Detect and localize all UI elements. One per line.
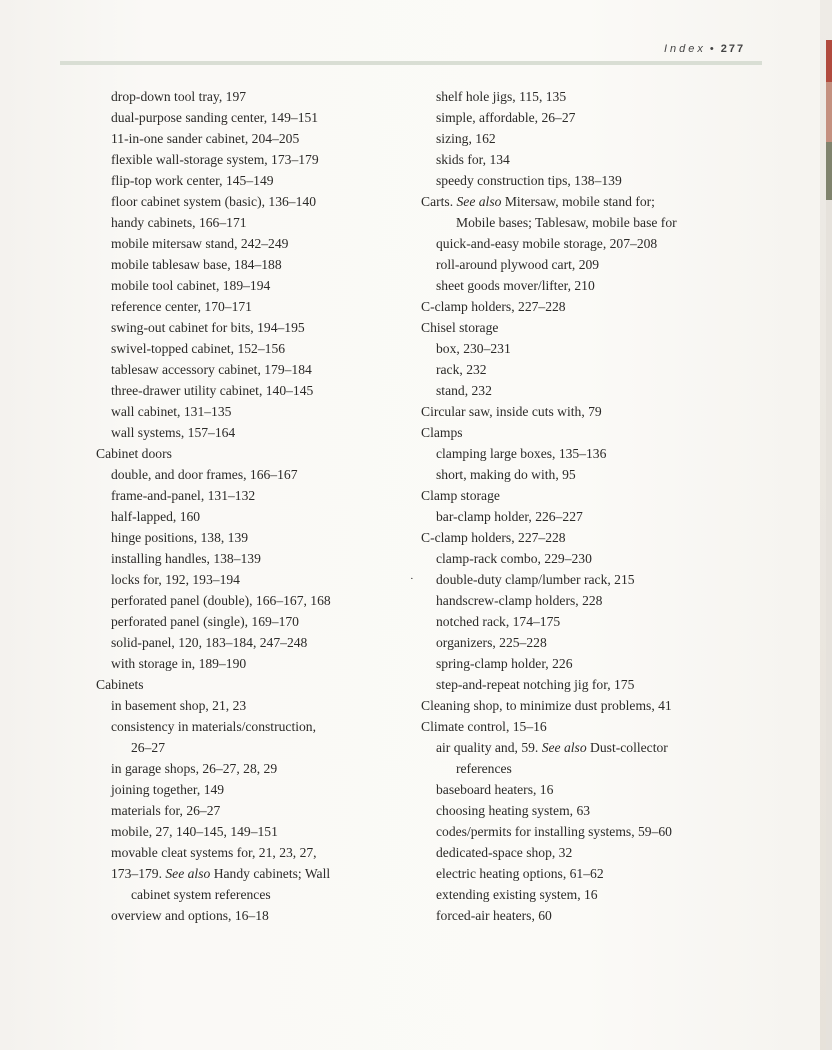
entry-text: quick-and-easy mobile storage, 207–208	[436, 236, 658, 251]
entry-text: wall systems, 157–164	[111, 425, 236, 440]
index-subentry	[421, 842, 741, 863]
edge-tab-gray	[826, 200, 832, 1050]
index-heading	[96, 443, 426, 464]
index-subentry	[96, 338, 426, 359]
index-subentry	[421, 443, 741, 464]
entry-text: with storage in, 189–190	[111, 656, 247, 671]
entry-text: swing-out cabinet for bits, 194–195	[111, 320, 305, 335]
index-subentry	[96, 758, 426, 779]
index-subentry	[96, 653, 426, 674]
index-subentry	[421, 632, 741, 653]
entry-text: references	[456, 761, 512, 776]
index-column-right	[410, 86, 741, 926]
entry-text: hinge positions, 138, 139	[111, 530, 249, 545]
index-subentry	[96, 212, 426, 233]
index-subentry	[96, 170, 426, 191]
entry-text: handscrew-clamp holders, 228	[436, 593, 603, 608]
index-subentry	[421, 464, 741, 485]
entry-text: notched rack, 174–175	[436, 614, 561, 629]
index-subentry	[96, 905, 426, 926]
entry-text: 11-in-one sander cabinet, 204–205	[111, 131, 300, 146]
entry-text: forced-air heaters, 60	[436, 908, 552, 923]
entry-text: baseboard heaters, 16	[436, 782, 554, 797]
entry-text: three-drawer utility cabinet, 140–145	[111, 383, 314, 398]
index-subentry	[96, 296, 426, 317]
entry-text: perforated panel (single), 169–170	[111, 614, 299, 629]
see-also-target: Dust-collector	[586, 740, 668, 755]
index-subentry	[421, 863, 741, 884]
entry-text: spring-clamp holder, 226	[436, 656, 573, 671]
entry-text: half-lapped, 160	[111, 509, 201, 524]
index-subentry	[421, 170, 741, 191]
entry-text: C-clamp holders, 227–228	[421, 530, 566, 545]
index-subentry	[96, 149, 426, 170]
index-subentry	[421, 821, 741, 842]
index-heading	[421, 191, 741, 212]
entry-text: sizing, 162	[436, 131, 496, 146]
index-heading	[421, 716, 741, 737]
entry-text: stand, 232	[436, 383, 492, 398]
index-subentry	[96, 317, 426, 338]
index-subentry	[421, 905, 741, 926]
entry-text: in basement shop, 21, 23	[111, 698, 247, 713]
edge-tab-green	[826, 142, 832, 200]
entry-text: reference center, 170–171	[111, 299, 252, 314]
entry-text: clamping large boxes, 135–136	[436, 446, 607, 461]
index-subentry	[96, 716, 426, 737]
index-subentry	[421, 254, 741, 275]
page-number: 277	[720, 43, 746, 55]
entry-text: in garage shops, 26–27, 28, 29	[111, 761, 278, 776]
entry-text: 173–179.	[111, 866, 166, 881]
index-subentry	[96, 527, 426, 548]
index-heading	[421, 485, 741, 506]
entry-text: movable cleat systems for, 21, 23, 27,	[111, 845, 317, 860]
index-continuation	[421, 212, 741, 233]
entry-text: Cabinet doors	[96, 446, 172, 461]
entry-text: Clamp storage	[421, 488, 500, 503]
index-continuation	[96, 884, 426, 905]
index-heading	[421, 695, 741, 716]
entry-text: installing handles, 138–139	[111, 551, 261, 566]
entry-text: Mobile bases; Tablesaw, mobile base for	[456, 215, 677, 230]
index-subentry	[96, 275, 426, 296]
index-subentry	[421, 128, 741, 149]
index-subentry	[421, 86, 741, 107]
index-subentry	[421, 380, 741, 401]
entry-text: Clamps	[421, 425, 463, 440]
index-subentry	[421, 107, 741, 128]
header-separator: •	[709, 43, 717, 55]
entry-text: joining together, 149	[111, 782, 225, 797]
entry-text: perforated panel (double), 166–167, 168	[111, 593, 331, 608]
index-subentry	[96, 191, 426, 212]
index-subentry	[421, 233, 741, 254]
index-heading	[421, 422, 741, 443]
index-subentry	[96, 611, 426, 632]
entry-text: short, making do with, 95	[436, 467, 576, 482]
entry-text: Cleaning shop, to minimize dust problems, 41	[421, 698, 672, 713]
entry-text: consistency in materials/construction,	[111, 719, 316, 734]
section-title: Index	[664, 43, 706, 55]
index-subentry	[96, 569, 426, 590]
entry-text: clamp-rack combo, 229–230	[436, 551, 592, 566]
index-subentry	[421, 653, 741, 674]
index-subentry	[96, 128, 426, 149]
index-subentry	[96, 506, 426, 527]
entry-text: organizers, 225–228	[436, 635, 547, 650]
edge-tab-mauve	[826, 82, 832, 142]
entry-text: locks for, 192, 193–194	[111, 572, 240, 587]
entry-text: cabinet system references	[131, 887, 271, 902]
index-subentry	[96, 800, 426, 821]
entry-text: tablesaw accessory cabinet, 179–184	[111, 362, 312, 377]
see-also-label: See also	[165, 866, 211, 881]
running-head	[664, 43, 745, 55]
index-subentry	[421, 779, 741, 800]
entry-text: handy cabinets, 166–171	[111, 215, 247, 230]
index-subentry	[421, 884, 741, 905]
entry-text: dedicated-space shop, 32	[436, 845, 573, 860]
entry-text: double-duty clamp/lumber rack, 215	[436, 572, 635, 587]
index-subentry	[421, 590, 741, 611]
index-heading	[421, 401, 741, 422]
index-heading	[421, 296, 741, 317]
index-subentry	[96, 380, 426, 401]
entry-text: skids for, 134	[436, 152, 510, 167]
entry-text: drop-down tool tray, 197	[111, 89, 247, 104]
entry-text: mobile, 27, 140–145, 149–151	[111, 824, 278, 839]
entry-text: dual-purpose sanding center, 149–151	[111, 110, 319, 125]
entry-text: mobile tool cabinet, 189–194	[111, 278, 271, 293]
index-subentry	[96, 548, 426, 569]
see-also-label: See also	[541, 740, 587, 755]
index-subentry	[96, 464, 426, 485]
entry-text: wall cabinet, 131–135	[111, 404, 232, 419]
index-subentry	[96, 863, 426, 884]
see-also-target: Handy cabinets; Wall	[210, 866, 331, 881]
entry-text: sheet goods mover/lifter, 210	[436, 278, 595, 293]
entry-text: extending existing system, 16	[436, 887, 598, 902]
index-subentry	[421, 506, 741, 527]
margin-mark: ·	[410, 573, 414, 585]
entry-text: speedy construction tips, 138–139	[436, 173, 622, 188]
index-subentry	[96, 485, 426, 506]
index-heading	[421, 527, 741, 548]
index-subentry	[421, 674, 741, 695]
entry-text: Climate control, 15–16	[421, 719, 547, 734]
entry-text: air quality and, 59.	[436, 740, 542, 755]
entry-text: box, 230–231	[436, 341, 511, 356]
entry-text: overview and options, 16–18	[111, 908, 269, 923]
see-also-target: Mitersaw, mobile stand for;	[501, 194, 655, 209]
index-subentry	[421, 275, 741, 296]
index-heading	[96, 674, 426, 695]
index-subentry	[96, 359, 426, 380]
entry-text: solid-panel, 120, 183–184, 247–248	[111, 635, 308, 650]
entry-text: roll-around plywood cart, 209	[436, 257, 600, 272]
index-subentry	[96, 422, 426, 443]
entry-text: flip-top work center, 145–149	[111, 173, 274, 188]
entry-text: shelf hole jigs, 115, 135	[436, 89, 567, 104]
entry-text: mobile tablesaw base, 184–188	[111, 257, 282, 272]
entry-text: floor cabinet system (basic), 136–140	[111, 194, 316, 209]
entry-text: frame-and-panel, 131–132	[111, 488, 256, 503]
index-subentry	[96, 107, 426, 128]
index-subentry	[96, 821, 426, 842]
index-heading	[421, 317, 741, 338]
entry-text: electric heating options, 61–62	[436, 866, 604, 881]
index-subentry	[96, 779, 426, 800]
entry-text: flexible wall-storage system, 173–179	[111, 152, 319, 167]
entry-text: codes/permits for installing systems, 59–60	[436, 824, 672, 839]
index-continuation	[421, 758, 741, 779]
index-subentry	[96, 254, 426, 275]
entry-text: swivel-topped cabinet, 152–156	[111, 341, 286, 356]
entry-text: simple, affordable, 26–27	[436, 110, 576, 125]
entry-text: C-clamp holders, 227–228	[421, 299, 566, 314]
entry-text: choosing heating system, 63	[436, 803, 591, 818]
entry-text: double, and door frames, 166–167	[111, 467, 298, 482]
index-subentry	[421, 149, 741, 170]
index-column-left	[96, 86, 426, 926]
index-subentry	[96, 590, 426, 611]
index-subentry	[96, 842, 426, 863]
index-subentry	[96, 86, 426, 107]
entry-text: Carts.	[421, 194, 457, 209]
index-subentry	[96, 401, 426, 422]
index-continuation	[96, 737, 426, 758]
index-subentry	[421, 548, 741, 569]
entry-text: Cabinets	[96, 677, 144, 692]
entry-text: bar-clamp holder, 226–227	[436, 509, 583, 524]
entry-text: mobile mitersaw stand, 242–249	[111, 236, 289, 251]
header-rule	[60, 61, 762, 65]
index-subentry	[96, 695, 426, 716]
entry-text: 26–27	[131, 740, 165, 755]
index-subentry	[96, 632, 426, 653]
entry-text: Chisel storage	[421, 320, 499, 335]
index-subentry	[421, 611, 741, 632]
see-also-label: See also	[456, 194, 502, 209]
index-subentry	[410, 569, 741, 590]
index-subentry	[421, 338, 741, 359]
entry-text: step-and-repeat notching jig for, 175	[436, 677, 635, 692]
index-subentry	[421, 800, 741, 821]
entry-text: materials for, 26–27	[111, 803, 221, 818]
entry-text: rack, 232	[436, 362, 487, 377]
index-subentry	[96, 233, 426, 254]
entry-text: Circular saw, inside cuts with, 79	[421, 404, 602, 419]
index-subentry	[421, 359, 741, 380]
index-subentry	[421, 737, 741, 758]
